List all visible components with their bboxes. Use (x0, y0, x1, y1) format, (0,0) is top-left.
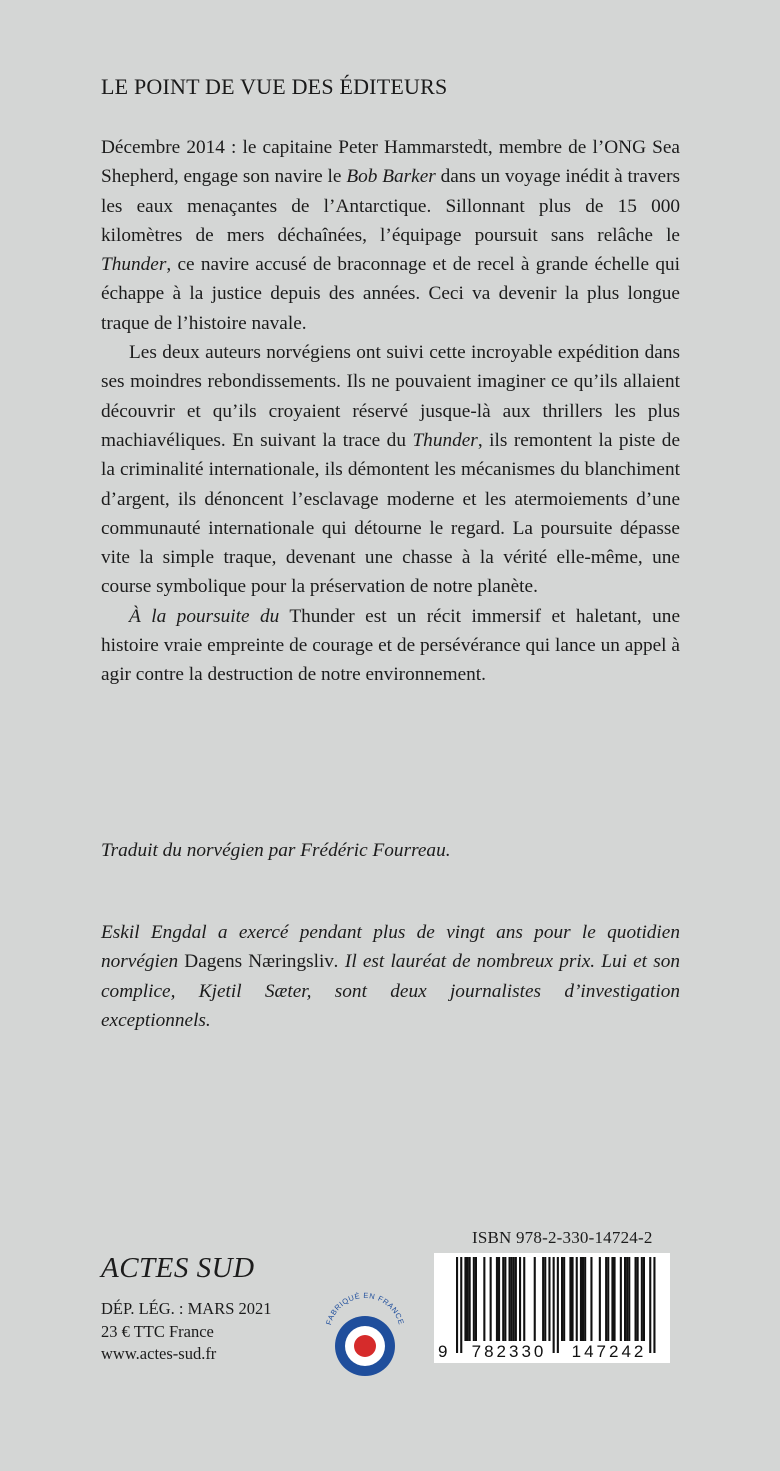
text-run: Eskil Engdal a exercé pendant plus de vingt ans pour le quotidien norvégien (101, 922, 680, 973)
barcode-lead-digit: 9 (438, 1342, 448, 1361)
translator-credit: Traduit du norvégien par Frédéric Fourreau. (101, 840, 451, 861)
text-run: Thunder est un récit immersif et haletant, une histoire vraie empreinte de courage et de persévérance qui lance un appel à agir contre la destruction de notre environnement. (101, 605, 681, 686)
barcode-bar (513, 1257, 515, 1341)
barcode-bar (653, 1257, 655, 1353)
barcode-bar (637, 1257, 639, 1341)
barcode-bar (557, 1257, 559, 1353)
legal-deposit: DÉP. LÉG. : MARS 2021 (101, 1299, 272, 1318)
ean-barcode (434, 1253, 670, 1363)
barcode-bar (523, 1257, 525, 1341)
isbn-label: ISBN 978-2-330-14724-2 (472, 1228, 653, 1247)
barcode-bar (590, 1257, 592, 1341)
barcode-bar (464, 1257, 466, 1341)
barcode-bar (553, 1257, 555, 1353)
barcode-bar (582, 1257, 584, 1341)
newspaper-name: Dagens Næringsliv (184, 951, 334, 973)
barcode-bar (611, 1257, 613, 1341)
text-run: Les deux auteurs norvégiens ont suivi cette incroyable expédition dans ses moindres rebondissements. Ils ne pouvaient imaginer ce qu’ils allaient découvrir et qu’ils croyaient réservé jusque-là aux thrillers les plus machiavéliques. En suivant la trace du (101, 342, 680, 451)
barcode-bar (607, 1257, 609, 1341)
barcode-bar (620, 1257, 622, 1341)
price: 23 € TTC France (101, 1321, 214, 1341)
barcode-bar (605, 1257, 607, 1341)
barcode-bar (584, 1257, 586, 1341)
barcode-bar (490, 1257, 492, 1341)
publisher-logo: ACTES SUD (101, 1252, 255, 1284)
ship-name-italic: Bob Barker (346, 166, 436, 188)
barcode-bar (548, 1257, 550, 1341)
blurb-text (101, 133, 680, 690)
barcode-bar (456, 1257, 458, 1353)
barcode-bar (504, 1257, 506, 1341)
barcode-bar (498, 1257, 500, 1341)
barcode-bar (467, 1257, 469, 1341)
blurb-paragraph-3 (101, 602, 680, 690)
barcode-bar (628, 1257, 630, 1341)
barcode-bar (641, 1257, 643, 1341)
barcode-bar (572, 1257, 574, 1341)
blurb-paragraph-2 (101, 338, 680, 602)
barcode-bar (569, 1257, 571, 1341)
website-link: www.actes-sud.fr (101, 1344, 217, 1363)
text-run: , ce navire accusé de braconnage et de recel à grande échelle qui échappe à la justice depuis des années. Ceci va devenir la plus longue traque de l’histoire navale. (101, 254, 680, 334)
barcode-bar (635, 1257, 637, 1341)
barcode-bar (599, 1257, 601, 1341)
barcode-bar (460, 1257, 462, 1353)
publication-info (101, 1298, 272, 1366)
barcode-bar (475, 1257, 477, 1341)
barcode-bar (515, 1257, 517, 1341)
barcode-bar (469, 1257, 471, 1341)
barcode-bar (509, 1257, 511, 1341)
text-run: . Il est lauréat de nombreux prix. Lui et son complice, Kjetil Sæter, sont deux journalistes d’investigation exceptionnels. (101, 951, 680, 1031)
barcode-bar (544, 1257, 546, 1341)
barcode-bar (473, 1257, 475, 1341)
text-run: Décembre 2014 : le capitaine Peter Hammarstedt, membre de l’ONG Sea Shepherd, engage son navire le (101, 137, 680, 188)
ship-name-italic: Thunder (412, 429, 478, 451)
barcode-bar (496, 1257, 498, 1341)
barcode-bar (576, 1257, 578, 1341)
author-bio (101, 918, 680, 1035)
badge-center-dot (354, 1335, 376, 1357)
blurb-paragraph-1 (101, 133, 680, 338)
text-run: , ils remontent la piste de la criminalité internationale, ils démontent les mécanismes du blanchiment d’argent, ils dénoncent l’esclavage moderne et les atermoiements d’une communauté internationale qui détourne le regard. La poursuite dépasse vite la simple traque, devenant une chasse à la vérité elle-même, une course symbolique pour la préservation de notre planète. (101, 429, 680, 598)
barcode-bar (614, 1257, 616, 1341)
barcode-left-digits: 782330 (471, 1342, 547, 1361)
barcode-bar (561, 1257, 563, 1341)
barcode-bar (580, 1257, 582, 1341)
barcode-bar (502, 1257, 504, 1341)
barcode-bar (534, 1257, 536, 1341)
barcode-bar (626, 1257, 628, 1341)
book-title-italic: À la poursuite du (129, 605, 280, 627)
barcode-right-digits: 147242 (571, 1342, 647, 1361)
barcode-bar (563, 1257, 565, 1341)
badge-arc-text: FABRIQUÉ EN FRANCE (324, 1290, 406, 1326)
ship-name-italic: Thunder (101, 254, 167, 276)
barcode-bar (643, 1257, 645, 1341)
barcode-bar (511, 1257, 513, 1341)
barcode-bar (649, 1257, 651, 1353)
section-heading: LE POINT DE VUE DES ÉDITEURS (101, 74, 448, 99)
text-run: dans un voyage inédit à travers les eaux menaçantes de l’Antarctique. Sillonnant plus de 15 000 kilomètres de mers déchaînées, l’équipage poursuit sans relâche le (101, 166, 681, 246)
barcode-bar (519, 1257, 521, 1341)
barcode-bar (483, 1257, 485, 1341)
barcode-bar (542, 1257, 544, 1341)
barcode-bar (624, 1257, 626, 1341)
fabrique-en-france-badge (318, 1286, 412, 1380)
